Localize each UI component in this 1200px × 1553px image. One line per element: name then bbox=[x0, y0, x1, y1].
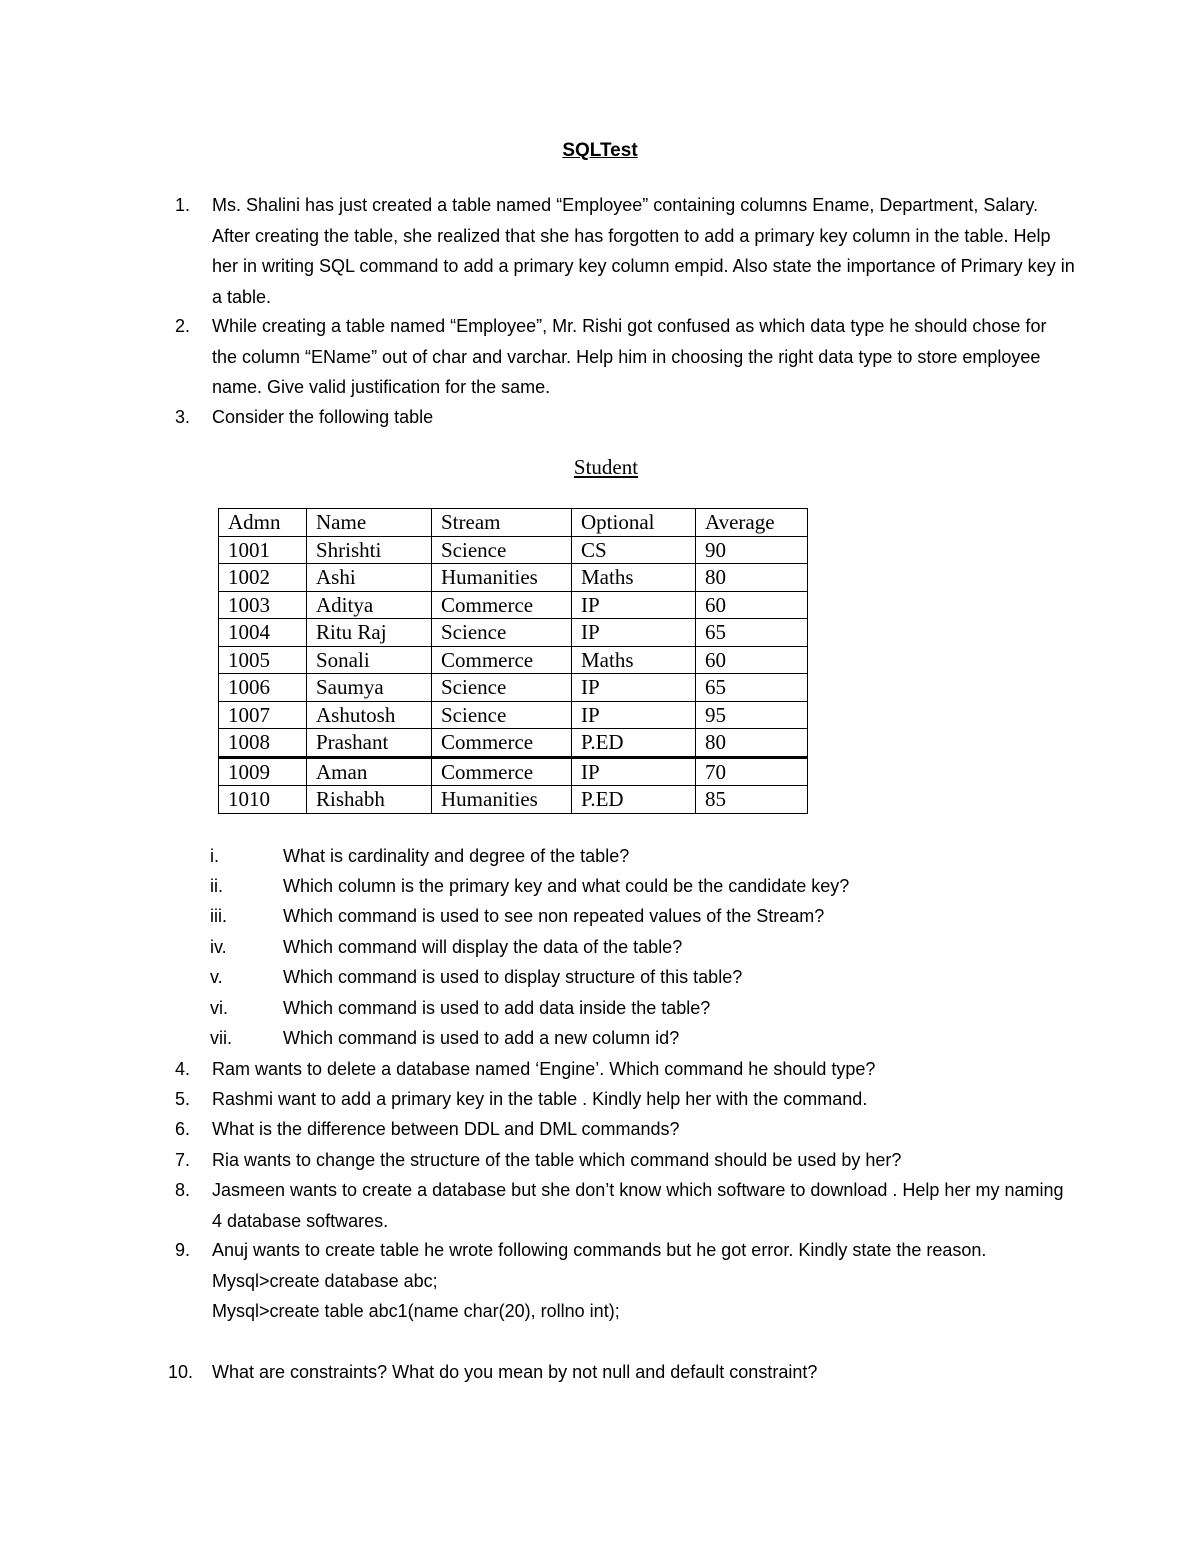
question-number: 7. bbox=[175, 1150, 191, 1170]
question-1 bbox=[175, 190, 1075, 312]
table-cell: Rishabh bbox=[307, 786, 432, 814]
question-number: 2. bbox=[175, 316, 191, 336]
question-text: Consider the following table bbox=[212, 407, 434, 427]
question-text: Ram wants to delete a database named ‘Engine’. Which command he should type? bbox=[212, 1059, 876, 1079]
table-row bbox=[219, 786, 808, 814]
question-text: Anuj wants to create table he wrote following commands but he got error. Kindly state the reason. bbox=[212, 1240, 987, 1260]
table-row bbox=[219, 674, 808, 702]
header-cell: Average bbox=[696, 509, 808, 537]
table-cell: 95 bbox=[696, 701, 808, 729]
table-cell: 80 bbox=[696, 729, 808, 758]
question-text: Ria wants to change the structure of the table which command should be used by her? bbox=[212, 1150, 902, 1170]
table-cell: Science bbox=[432, 701, 572, 729]
table-caption: Student bbox=[573, 455, 639, 479]
table-row bbox=[219, 646, 808, 674]
table-row bbox=[219, 591, 808, 619]
question-number: 9. bbox=[175, 1240, 191, 1260]
subquestion-number: vii. bbox=[210, 1028, 232, 1048]
header-cell: Optional bbox=[572, 509, 696, 537]
table-cell: Humanities bbox=[432, 564, 572, 592]
subquestion-text: Which command is used to see non repeated values of the Stream? bbox=[283, 906, 825, 926]
subquestion-text: Which command is used to add data inside the table? bbox=[283, 998, 711, 1018]
table-cell: 1001 bbox=[219, 536, 307, 564]
table-cell: P.ED bbox=[572, 729, 696, 758]
table-cell: 1010 bbox=[219, 786, 307, 814]
subquestion-text: Which command is used to display structure of this table? bbox=[283, 967, 743, 987]
table-cell: Commerce bbox=[432, 646, 572, 674]
table-cell: 65 bbox=[696, 619, 808, 647]
question-4 bbox=[175, 1054, 1075, 1085]
question-number: 4. bbox=[175, 1059, 191, 1079]
table-cell: 70 bbox=[696, 757, 808, 786]
question-text: What is the difference between DDL and DML commands? bbox=[212, 1119, 680, 1139]
document-title: SQLTest bbox=[562, 140, 638, 161]
question-number: 1. bbox=[175, 195, 191, 215]
question-9 bbox=[175, 1235, 1075, 1327]
student-table bbox=[218, 508, 808, 814]
table-cell: CS bbox=[572, 536, 696, 564]
table-cell: Aditya bbox=[307, 591, 432, 619]
subquestion-text: Which command is used to add a new column id? bbox=[283, 1028, 680, 1048]
question-3 bbox=[175, 402, 1075, 433]
table-row bbox=[219, 757, 808, 786]
table-cell: Aman bbox=[307, 757, 432, 786]
question-number: 8. bbox=[175, 1180, 191, 1200]
question-text: What are constraints? What do you mean by not null and default constraint? bbox=[212, 1362, 818, 1382]
table-cell: Saumya bbox=[307, 674, 432, 702]
table-cell: 60 bbox=[696, 646, 808, 674]
table-cell: 90 bbox=[696, 536, 808, 564]
question-text: Ms. Shalini has just created a table named “Employee” containing columns Ename, Department, Salary. After creating the table, she realized that she has forgotten to add a primary key column in the table. Help her in writing SQL command to add a primary key column empid. Also state the importance of Primary key in a table. bbox=[212, 195, 1075, 307]
question-text: Rashmi want to add a primary key in the table . Kindly help her with the command. bbox=[212, 1089, 868, 1109]
table-cell: IP bbox=[572, 701, 696, 729]
table-cell: 1005 bbox=[219, 646, 307, 674]
question-6 bbox=[175, 1114, 1075, 1145]
table-cell: 1009 bbox=[219, 757, 307, 786]
header-cell: Stream bbox=[432, 509, 572, 537]
question-number: 6. bbox=[175, 1119, 191, 1139]
subquestion-number: iii. bbox=[210, 906, 227, 926]
table-cell: 1008 bbox=[219, 729, 307, 758]
question-7 bbox=[175, 1145, 1075, 1176]
subquestion-text: Which column is the primary key and what could be the candidate key? bbox=[283, 876, 850, 896]
subquestion-number: iv. bbox=[210, 937, 227, 957]
header-cell: Admn bbox=[219, 509, 307, 537]
subquestion-text: What is cardinality and degree of the table? bbox=[283, 846, 630, 866]
table-cell: 80 bbox=[696, 564, 808, 592]
table-cell: 1004 bbox=[219, 619, 307, 647]
table-cell: Science bbox=[432, 674, 572, 702]
question-10 bbox=[168, 1357, 1075, 1388]
table-cell: IP bbox=[572, 619, 696, 647]
table-cell: Humanities bbox=[432, 786, 572, 814]
table-cell: IP bbox=[572, 757, 696, 786]
table-cell: 1007 bbox=[219, 701, 307, 729]
question-5 bbox=[175, 1084, 1075, 1115]
question-text: While creating a table named “Employee”, Mr. Rishi got confused as which data type he should chose for the column “EName” out of char and varchar. Help him in choosing the right data type to store employee name. Give valid justification for the same. bbox=[212, 316, 1047, 397]
table-cell: Commerce bbox=[432, 757, 572, 786]
table-cell: Commerce bbox=[432, 729, 572, 758]
question-8 bbox=[175, 1175, 1075, 1236]
subquestion-number: vi. bbox=[210, 998, 228, 1018]
table-cell: Ashi bbox=[307, 564, 432, 592]
question-text: Jasmeen wants to create a database but she don’t know which software to download . Help her my naming 4 database softwares. bbox=[212, 1180, 1064, 1231]
table-cell: 60 bbox=[696, 591, 808, 619]
table-cell: P.ED bbox=[572, 786, 696, 814]
question-number: 10. bbox=[168, 1362, 194, 1382]
table-cell: Prashant bbox=[307, 729, 432, 758]
table-cell: Shrishti bbox=[307, 536, 432, 564]
table-row bbox=[219, 536, 808, 564]
question-2 bbox=[175, 311, 1075, 403]
code-line: Mysql>create database abc; bbox=[212, 1270, 438, 1291]
table-cell: 65 bbox=[696, 674, 808, 702]
table-cell: 1006 bbox=[219, 674, 307, 702]
table-cell: Ashutosh bbox=[307, 701, 432, 729]
subquestion-text: Which command will display the data of the table? bbox=[283, 937, 683, 957]
table-cell: Maths bbox=[572, 646, 696, 674]
table-cell: Science bbox=[432, 536, 572, 564]
table-cell: 85 bbox=[696, 786, 808, 814]
table-cell: IP bbox=[572, 591, 696, 619]
table-cell: IP bbox=[572, 674, 696, 702]
subquestion-number: i. bbox=[210, 846, 219, 866]
code-line: Mysql>create table abc1(name char(20), rollno int); bbox=[212, 1301, 620, 1321]
table-cell: 1003 bbox=[219, 591, 307, 619]
table-cell: Sonali bbox=[307, 646, 432, 674]
table-cell: Maths bbox=[572, 564, 696, 592]
table-header-row bbox=[219, 509, 808, 537]
table-row bbox=[219, 701, 808, 729]
table-cell: Science bbox=[432, 619, 572, 647]
table-row bbox=[219, 619, 808, 647]
subquestion-number: v. bbox=[210, 967, 223, 987]
table-cell: Ritu Raj bbox=[307, 619, 432, 647]
table-row bbox=[219, 729, 808, 758]
table-row bbox=[219, 564, 808, 592]
subquestion-number: ii. bbox=[210, 876, 223, 896]
table-cell: Commerce bbox=[432, 591, 572, 619]
question-number: 3. bbox=[175, 407, 191, 427]
table-cell: 1002 bbox=[219, 564, 307, 592]
header-cell: Name bbox=[307, 509, 432, 537]
question-number: 5. bbox=[175, 1089, 191, 1109]
